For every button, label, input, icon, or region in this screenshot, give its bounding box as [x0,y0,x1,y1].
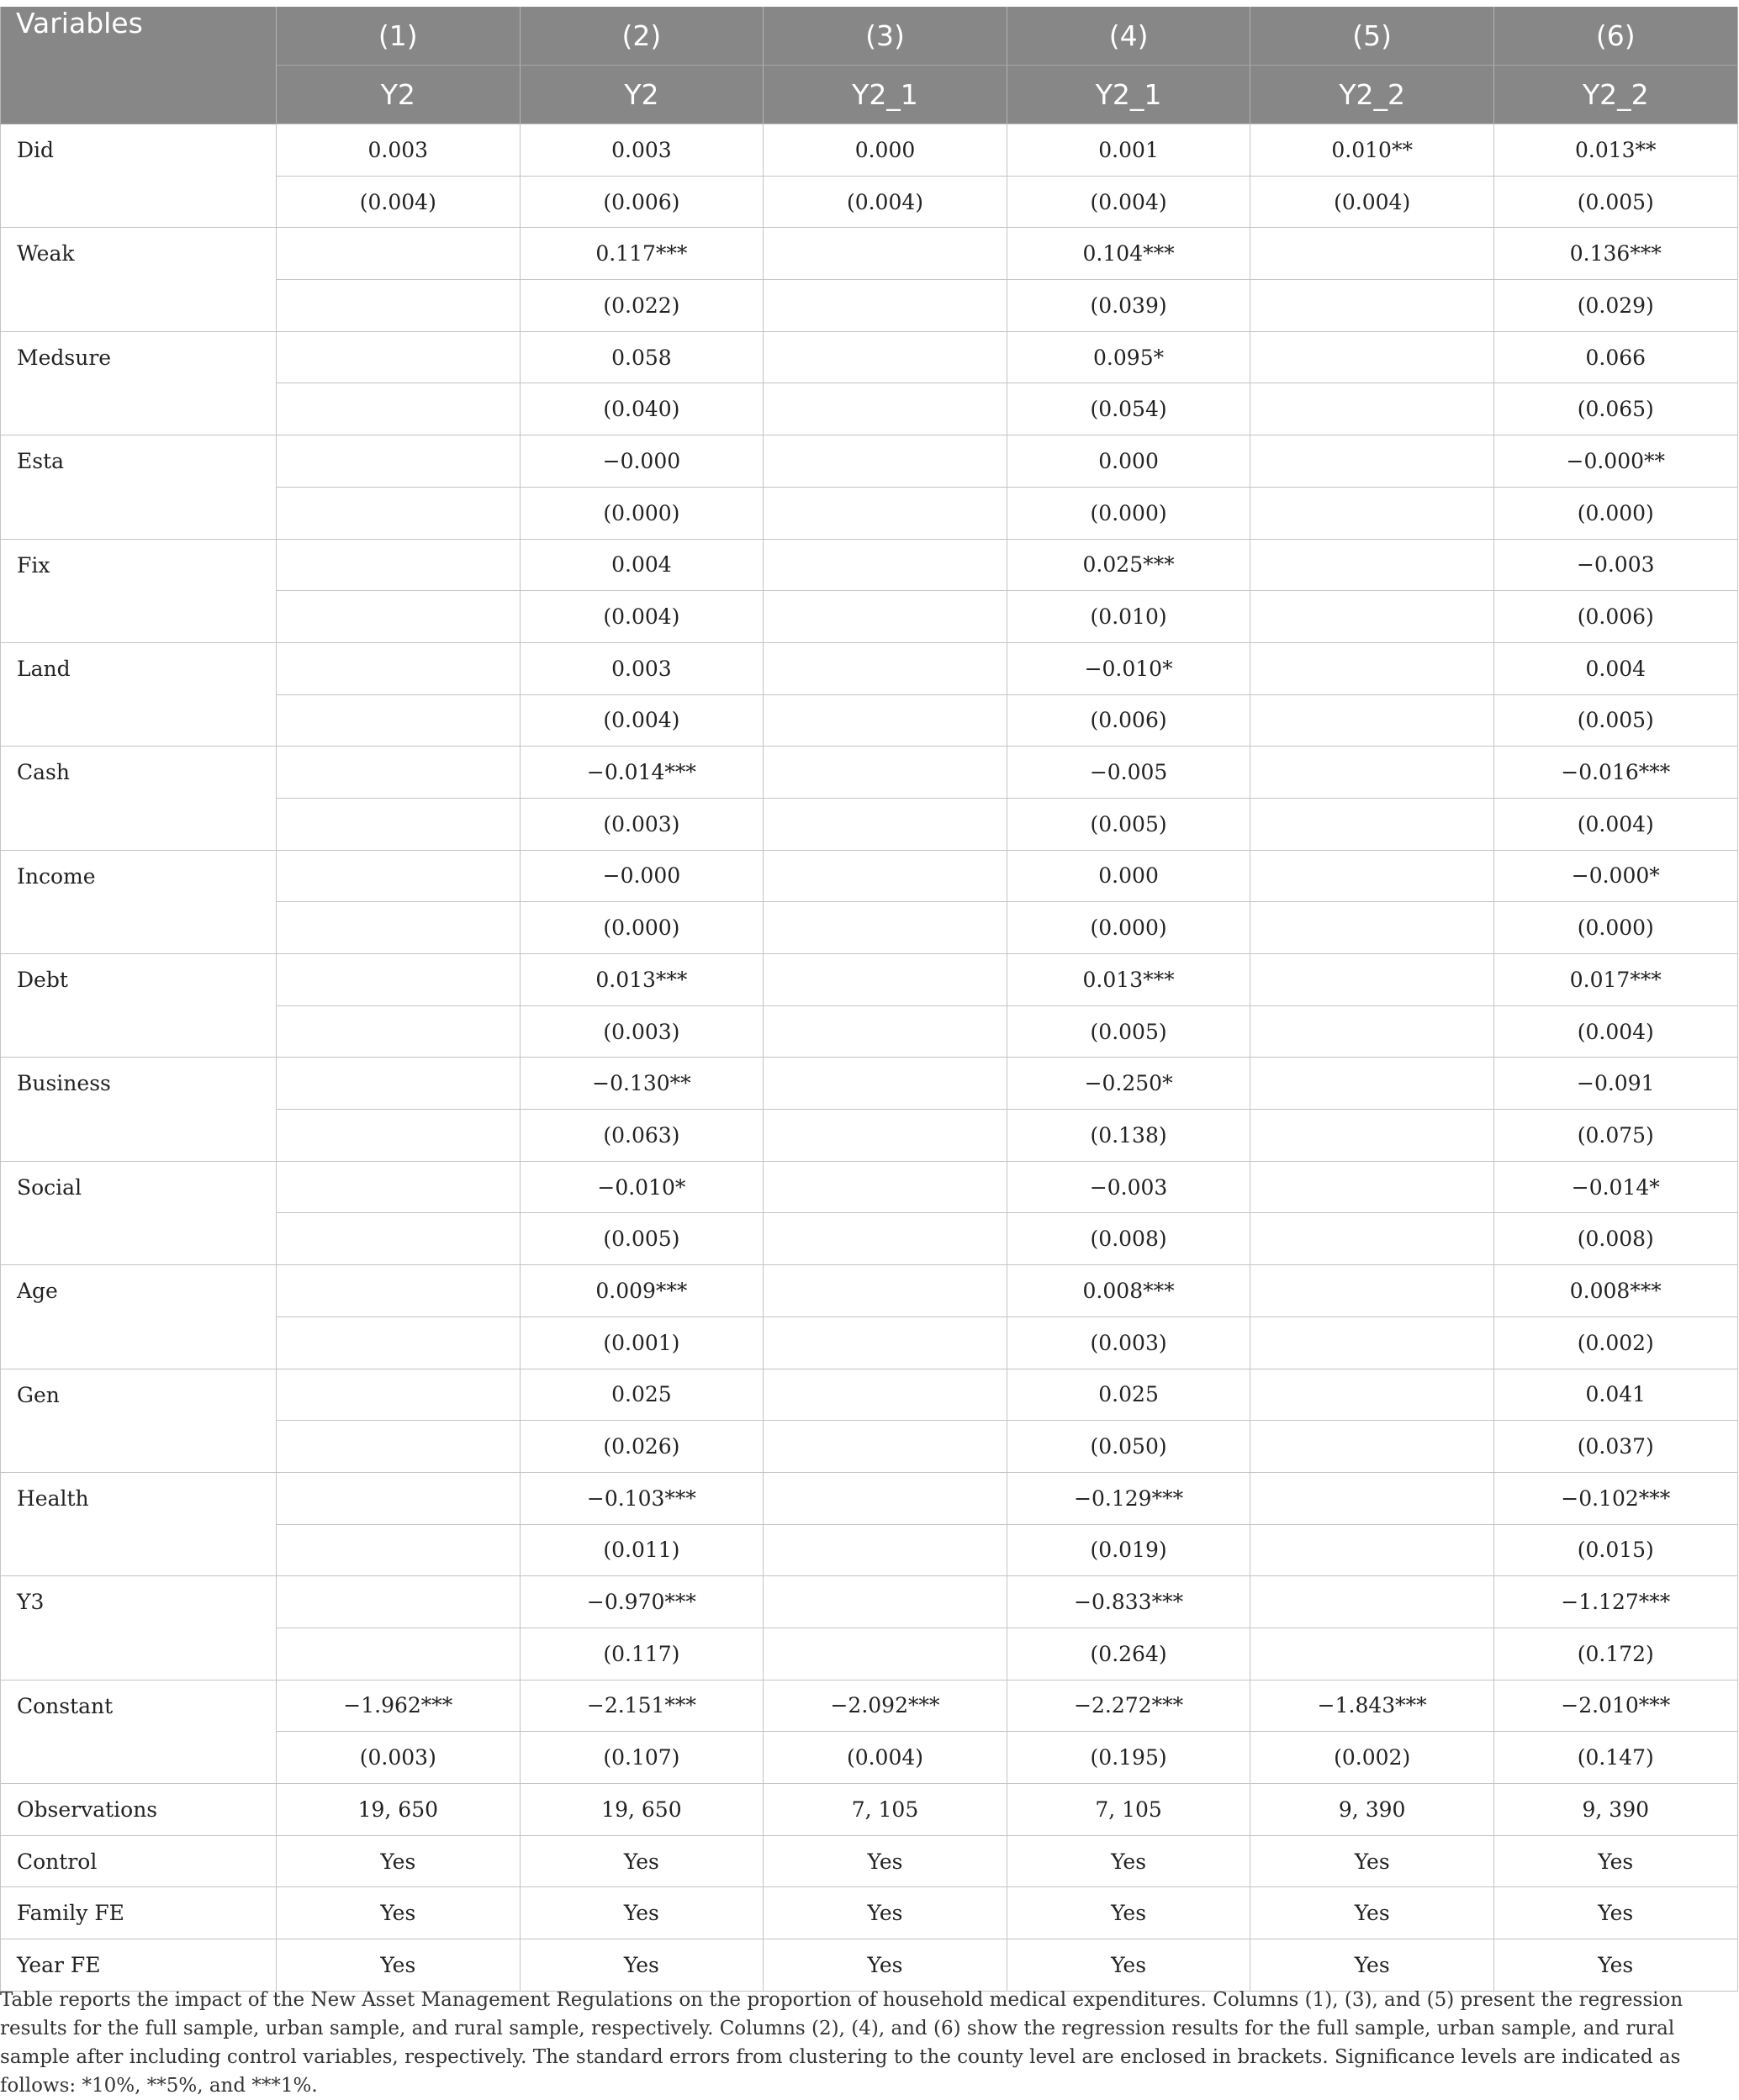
header-row-column-numbers [1,7,1738,66]
standard-error-cell: (0.075) [1493,1110,1737,1162]
standard-error-cell: (0.005) [520,1213,764,1265]
coefficient-cell [277,331,521,383]
dependent-variable-header: Y2_2 [1493,66,1737,124]
coefficient-cell: 0.013*** [520,954,764,1006]
standard-error-cell: (0.000) [1493,902,1737,954]
summary-label: Family FE [1,1887,277,1939]
standard-error-cell: (0.005) [1493,176,1737,228]
coefficient-row [1,331,1738,383]
dependent-variable-header: Y2_1 [764,66,1007,124]
standard-error-cell: (0.138) [1007,1110,1250,1162]
summary-cell: Yes [277,1887,521,1939]
summary-cell: 9, 390 [1493,1784,1737,1836]
variable-name: Income [1,850,277,953]
standard-error-cell: (0.117) [520,1628,764,1680]
coefficient-cell [1250,1161,1494,1213]
coefficient-cell: −0.003 [1493,539,1737,591]
coefficient-cell [764,747,1007,799]
summary-cell: Yes [764,1887,1007,1939]
standard-error-cell [277,1524,521,1576]
standard-error-cell [764,902,1007,954]
standard-error-cell: (0.026) [520,1421,764,1473]
coefficient-cell [1250,1058,1494,1110]
coefficient-cell [277,1472,521,1524]
standard-error-cell: (0.004) [1493,798,1737,850]
coefficient-cell [764,1472,1007,1524]
standard-error-cell: (0.000) [1007,902,1250,954]
standard-error-cell: (0.000) [520,487,764,539]
standard-error-cell [277,280,521,332]
summary-cell: Yes [1250,1887,1494,1939]
variable-name: Debt [1,954,277,1058]
coefficient-cell: 0.008*** [1007,1265,1250,1317]
standard-error-cell: (0.040) [520,383,764,435]
standard-error-cell [1250,591,1494,643]
summary-cell: Yes [1493,1939,1737,1992]
coefficient-cell: −0.000 [520,435,764,488]
standard-error-cell [1250,280,1494,332]
coefficient-row [1,1161,1738,1213]
variable-name: Medsure [1,331,277,435]
standard-error-cell: (0.050) [1007,1421,1250,1473]
coefficient-cell: 0.136*** [1493,228,1737,280]
coefficient-cell [277,642,521,694]
variable-name: Y3 [1,1576,277,1680]
coefficient-cell: 0.003 [520,124,764,177]
dependent-variable-header: Y2 [520,66,764,124]
column-number-header: (4) [1007,7,1250,66]
coefficient-cell: −0.970*** [520,1576,764,1628]
standard-error-cell: (0.005) [1493,694,1737,747]
standard-error-cell: (0.107) [520,1732,764,1784]
standard-error-cell: (0.003) [520,798,764,850]
coefficient-cell [764,1161,1007,1213]
standard-error-cell: (0.004) [1493,1005,1737,1058]
standard-error-cell [277,902,521,954]
coefficient-cell [764,850,1007,902]
variable-name: Gen [1,1369,277,1472]
standard-error-cell [1250,902,1494,954]
standard-error-cell [764,1628,1007,1680]
summary-cell: Yes [277,1939,521,1992]
coefficient-cell: −0.091 [1493,1058,1737,1110]
standard-error-cell [764,1005,1007,1058]
standard-error-cell: (0.039) [1007,280,1250,332]
regression-table [0,7,1738,1992]
standard-error-cell [277,694,521,747]
summary-cell: 9, 390 [1250,1784,1494,1836]
standard-error-cell [277,591,521,643]
standard-error-cell [764,1110,1007,1162]
standard-error-cell [277,1421,521,1473]
variable-name: Social [1,1161,277,1264]
variable-name: Constant [1,1680,277,1783]
standard-error-cell: (0.006) [520,176,764,228]
variable-name: Business [1,1058,277,1161]
coefficient-cell: −0.000** [1493,435,1737,488]
coefficient-cell: −0.833*** [1007,1576,1250,1628]
coefficient-cell [1250,331,1494,383]
coefficient-cell: −0.016*** [1493,747,1737,799]
standard-error-cell: (0.000) [520,902,764,954]
coefficient-cell: −0.130** [520,1058,764,1110]
summary-cell: Yes [520,1939,764,1992]
standard-error-cell [764,694,1007,747]
coefficient-cell: 0.117*** [520,228,764,280]
coefficient-cell: 0.025 [520,1369,764,1421]
summary-cell: Yes [1250,1939,1494,1992]
coefficient-cell [1250,435,1494,488]
standard-error-cell: (0.002) [1493,1316,1737,1369]
coefficient-cell: 0.104*** [1007,228,1250,280]
coefficient-row [1,1058,1738,1110]
coefficient-cell: −2.272*** [1007,1680,1250,1732]
standard-error-cell [764,798,1007,850]
standard-error-cell: (0.005) [1007,798,1250,850]
standard-error-cell [764,487,1007,539]
standard-error-cell: (0.000) [1493,487,1737,539]
standard-error-cell: (0.015) [1493,1524,1737,1576]
standard-error-cell: (0.010) [1007,591,1250,643]
coefficient-cell [277,1576,521,1628]
standard-error-cell: (0.000) [1007,487,1250,539]
coefficient-cell: 0.066 [1493,331,1737,383]
standard-error-cell: (0.065) [1493,383,1737,435]
standard-error-cell: (0.003) [520,1005,764,1058]
coefficient-cell [277,539,521,591]
coefficient-cell [764,642,1007,694]
coefficient-cell: 0.004 [1493,642,1737,694]
coefficient-cell [764,1576,1007,1628]
standard-error-cell: (0.002) [1250,1732,1494,1784]
coefficient-cell [764,1265,1007,1317]
variable-name: Fix [1,539,277,642]
standard-error-cell [1250,1421,1494,1473]
coefficient-cell: 0.004 [520,539,764,591]
coefficient-cell [764,954,1007,1006]
summary-row [1,1887,1738,1939]
coefficient-cell [764,539,1007,591]
standard-error-cell: (0.006) [1007,694,1250,747]
coefficient-cell: −0.102*** [1493,1472,1737,1524]
coefficient-cell [277,1058,521,1110]
coefficient-cell: −0.000* [1493,850,1737,902]
standard-error-cell [277,798,521,850]
standard-error-cell: (0.264) [1007,1628,1250,1680]
standard-error-cell [1250,1110,1494,1162]
standard-error-cell: (0.008) [1007,1213,1250,1265]
column-number-header: (6) [1493,7,1737,66]
coefficient-cell [277,747,521,799]
coefficient-cell [277,1161,521,1213]
standard-error-cell [1250,1316,1494,1369]
coefficient-cell: 0.003 [520,642,764,694]
variable-name: Cash [1,747,277,850]
standard-error-cell: (0.019) [1007,1524,1250,1576]
standard-error-cell: (0.004) [1007,176,1250,228]
summary-label: Observations [1,1784,277,1836]
coefficient-cell: −1.127*** [1493,1576,1737,1628]
standard-error-cell [277,1005,521,1058]
table-header [1,7,1738,124]
dependent-variable-header: Y2_1 [1007,66,1250,124]
summary-row [1,1784,1738,1836]
coefficient-cell: −1.962*** [277,1680,521,1732]
summary-cell: Yes [520,1887,764,1939]
column-number-header: (2) [520,7,764,66]
coefficient-cell [1250,1369,1494,1421]
summary-label: Control [1,1835,277,1887]
standard-error-cell: (0.008) [1493,1213,1737,1265]
coefficient-row [1,1369,1738,1421]
coefficient-cell [277,954,521,1006]
coefficient-row [1,954,1738,1006]
variable-name: Land [1,642,277,746]
summary-row [1,1835,1738,1887]
standard-error-cell: (0.006) [1493,591,1737,643]
standard-error-cell [277,1213,521,1265]
summary-cell: Yes [277,1835,521,1887]
standard-error-cell: (0.022) [520,280,764,332]
coefficient-cell [1250,1576,1494,1628]
coefficient-cell [764,1369,1007,1421]
summary-cell: Yes [764,1939,1007,1992]
standard-error-cell: (0.003) [1007,1316,1250,1369]
coefficient-cell: 0.041 [1493,1369,1737,1421]
coefficient-cell [764,331,1007,383]
coefficient-cell: −0.103*** [520,1472,764,1524]
coefficient-row [1,747,1738,799]
coefficient-cell [277,850,521,902]
standard-error-cell: (0.004) [277,176,521,228]
standard-error-cell [277,1316,521,1369]
variable-name: Esta [1,435,277,539]
standard-error-cell: (0.004) [520,694,764,747]
dependent-variable-header: Y2_2 [1250,66,1494,124]
coefficient-cell: −0.014*** [520,747,764,799]
coefficient-row [1,1472,1738,1524]
coefficient-cell: 0.010** [1250,124,1494,177]
coefficient-cell: 0.000 [764,124,1007,177]
column-number-header: (1) [277,7,521,66]
standard-error-cell: (0.005) [1007,1005,1250,1058]
standard-error-cell [277,487,521,539]
coefficient-cell: 0.000 [1007,850,1250,902]
coefficient-cell [764,228,1007,280]
variables-header: Variables [1,7,277,124]
coefficient-row [1,1265,1738,1317]
standard-error-cell: (0.004) [764,176,1007,228]
coefficient-row [1,435,1738,488]
standard-error-cell [764,591,1007,643]
coefficient-cell: 0.058 [520,331,764,383]
standard-error-cell [764,1316,1007,1369]
summary-cell: Yes [1250,1835,1494,1887]
standard-error-cell: (0.004) [520,591,764,643]
standard-error-cell [764,1213,1007,1265]
coefficient-cell: −0.129*** [1007,1472,1250,1524]
standard-error-cell: (0.054) [1007,383,1250,435]
coefficient-cell: 0.095* [1007,331,1250,383]
standard-error-cell [1250,1005,1494,1058]
summary-cell: Yes [1493,1887,1737,1939]
coefficient-cell [277,1265,521,1317]
variable-name: Health [1,1472,277,1575]
column-number-header: (3) [764,7,1007,66]
coefficient-row [1,124,1738,177]
coefficient-cell: −2.151*** [520,1680,764,1732]
coefficient-cell: 0.009*** [520,1265,764,1317]
summary-label: Year FE [1,1939,277,1992]
coefficient-cell: 0.003 [277,124,521,177]
summary-cell: Yes [1493,1835,1737,1887]
standard-error-cell: (0.195) [1007,1732,1250,1784]
coefficient-cell [277,435,521,488]
summary-cell: Yes [764,1835,1007,1887]
coefficient-cell: −2.010*** [1493,1680,1737,1732]
coefficient-cell [277,1369,521,1421]
standard-error-cell [1250,1628,1494,1680]
summary-row [1,1939,1738,1992]
standard-error-cell [277,1110,521,1162]
coefficient-cell: 0.025 [1007,1369,1250,1421]
coefficient-cell: −0.014* [1493,1161,1737,1213]
table-footnote: Table reports the impact of the New Asset Management Regulations on the proportion of household medical expenditures. Columns (1), (3), and (5) present the regression results for the full sample, urban sample, and rural sample, respectively. Columns (2), (4), and (6) show the regression results for the full sample, urban sample, and rural sample after including control variables, respectively. The standard errors from clustering to the county level are enclosed in brackets. Significance levels are indicated as follows: *10%, **5%, and ***1%. [0,1989,1684,2097]
coefficient-cell [1250,850,1494,902]
coefficient-cell: 0.025*** [1007,539,1250,591]
coefficient-cell: −0.005 [1007,747,1250,799]
coefficient-row [1,642,1738,694]
standard-error-cell: (0.147) [1493,1732,1737,1784]
coefficient-cell: 0.001 [1007,124,1250,177]
standard-error-cell [277,383,521,435]
coefficient-cell: −0.250* [1007,1058,1250,1110]
coefficient-row [1,1576,1738,1628]
coefficient-cell: 0.000 [1007,435,1250,488]
coefficient-cell: −0.000 [520,850,764,902]
coefficient-row [1,1680,1738,1732]
coefficient-cell [1250,539,1494,591]
coefficient-cell: 0.008*** [1493,1265,1737,1317]
summary-cell: Yes [1007,1939,1250,1992]
summary-cell: 19, 650 [520,1784,764,1836]
summary-cell: Yes [1007,1887,1250,1939]
coefficient-row [1,850,1738,902]
coefficient-cell: −0.003 [1007,1161,1250,1213]
standard-error-cell: (0.004) [1250,176,1494,228]
standard-error-cell [764,1421,1007,1473]
coefficient-row [1,539,1738,591]
standard-error-cell: (0.172) [1493,1628,1737,1680]
coefficient-row [1,228,1738,280]
variable-name: Weak [1,228,277,331]
standard-error-cell: (0.029) [1493,280,1737,332]
standard-error-cell [764,280,1007,332]
variable-name: Did [1,124,277,228]
coefficient-cell [1250,1472,1494,1524]
coefficient-cell: −0.010* [520,1161,764,1213]
column-number-header: (5) [1250,7,1494,66]
standard-error-cell: (0.001) [520,1316,764,1369]
standard-error-cell: (0.011) [520,1524,764,1576]
variable-name: Age [1,1265,277,1369]
standard-error-cell [764,1524,1007,1576]
coefficient-cell: −1.843*** [1250,1680,1494,1732]
coefficient-cell [1250,1265,1494,1317]
dependent-variable-header: Y2 [277,66,521,124]
standard-error-cell [1250,1213,1494,1265]
standard-error-cell: (0.037) [1493,1421,1737,1473]
coefficient-cell [764,435,1007,488]
coefficient-cell [1250,642,1494,694]
coefficient-cell: 0.017*** [1493,954,1737,1006]
coefficient-cell: −0.010* [1007,642,1250,694]
standard-error-cell [277,1628,521,1680]
standard-error-cell [1250,694,1494,747]
coefficient-cell [764,1058,1007,1110]
coefficient-cell: −2.092*** [764,1680,1007,1732]
standard-error-cell [1250,798,1494,850]
summary-cell: 7, 105 [1007,1784,1250,1836]
standard-error-cell [1250,383,1494,435]
table-body [1,124,1738,1992]
summary-cell: 7, 105 [764,1784,1007,1836]
coefficient-cell [1250,747,1494,799]
coefficient-cell [277,228,521,280]
summary-cell: 19, 650 [277,1784,521,1836]
coefficient-cell: 0.013*** [1007,954,1250,1006]
standard-error-cell: (0.063) [520,1110,764,1162]
standard-error-cell [1250,487,1494,539]
summary-cell: Yes [1007,1835,1250,1887]
coefficient-cell: 0.013** [1493,124,1737,177]
coefficient-cell [1250,228,1494,280]
standard-error-cell [1250,1524,1494,1576]
standard-error-cell [764,383,1007,435]
standard-error-cell: (0.004) [764,1732,1007,1784]
summary-cell: Yes [520,1835,764,1887]
standard-error-cell: (0.003) [277,1732,521,1784]
coefficient-cell [1250,954,1494,1006]
